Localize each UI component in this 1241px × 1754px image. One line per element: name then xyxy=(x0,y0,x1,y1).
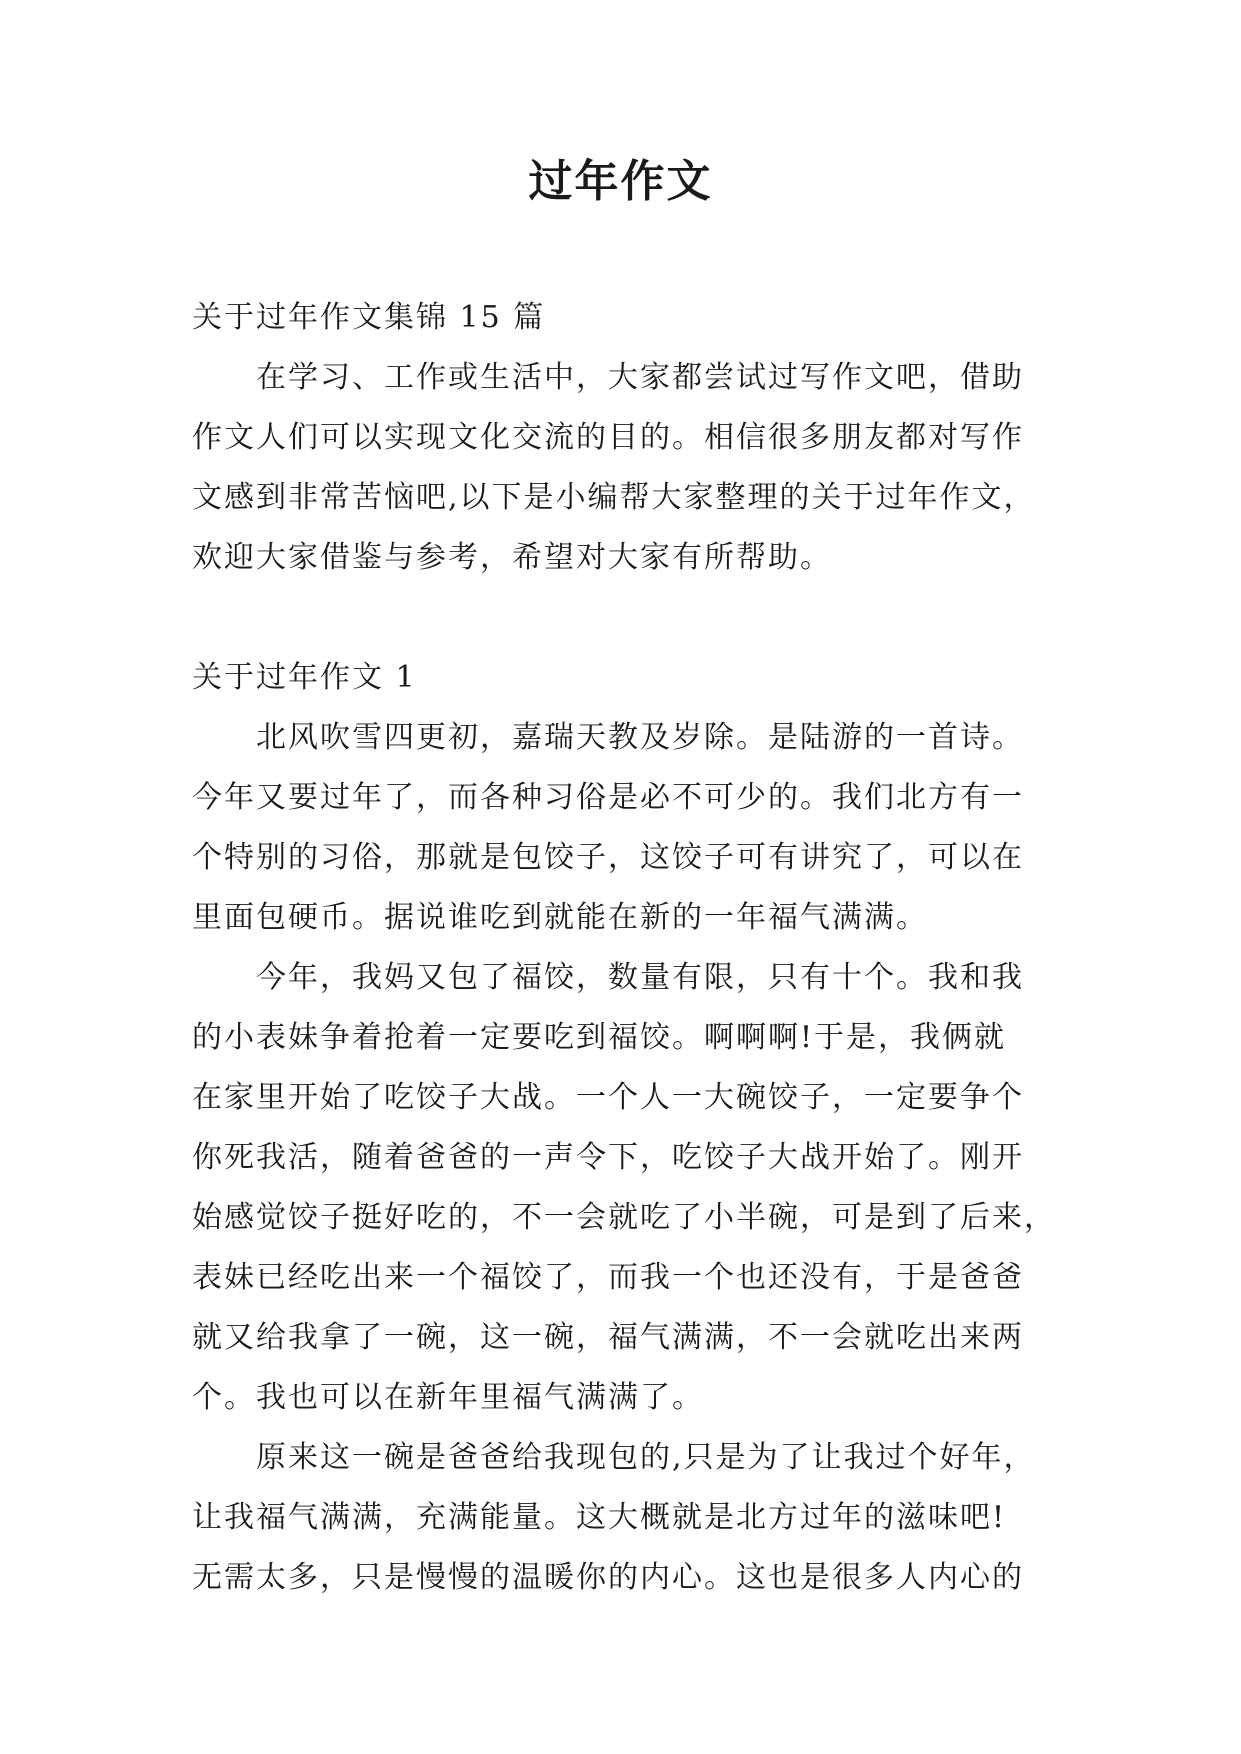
paragraph-line: 今年又要过年了，而各种习俗是必不可少的。我们北方有一 xyxy=(192,780,1024,815)
paragraph-line: 无需太多，只是慢慢的温暖你的内心。这也是很多人内心的 xyxy=(192,1560,1024,1595)
paragraph-line: 个。我也可以在新年里福气满满了。 xyxy=(192,1380,704,1415)
intro-line: 作文人们可以实现文化交流的目的。相信很多朋友都对写作 xyxy=(192,420,1024,455)
paragraph-line: 原来这一碗是爸爸给我现包的,只是为了让我过个好年， xyxy=(256,1440,1036,1475)
paragraph-line: 里面包硬币。据说谁吃到就能在新的一年福气满满。 xyxy=(192,900,928,935)
intro-line: 文感到非常苦恼吧,以下是小编帮大家整理的关于过年作文， xyxy=(192,480,1036,515)
paragraph-line: 北风吹雪四更初，嘉瑞天教及岁除。是陆游的一首诗。 xyxy=(256,720,1024,755)
paragraph-line: 表妹已经吃出来一个福饺了，而我一个也还没有，于是爸爸 xyxy=(192,1260,1024,1295)
paragraph-line: 的小表妹争着抢着一定要吃到福饺。啊啊啊!于是，我俩就 xyxy=(192,1020,1007,1055)
paragraph-line: 始感觉饺子挺好吃的，不一会就吃了小半碗，可是到了后来， xyxy=(192,1200,1056,1235)
paragraph-line: 让我福气满满，充满能量。这大概就是北方过年的滋味吧! xyxy=(192,1500,1007,1535)
intro-line: 在学习、工作或生活中，大家都尝试过写作文吧，借助 xyxy=(256,360,1024,395)
paragraph-line: 个特别的习俗，那就是包饺子，这饺子可有讲究了，可以在 xyxy=(192,840,1024,875)
section-heading: 关于过年作文 1 xyxy=(192,660,417,695)
paragraph-line: 在家里开始了吃饺子大战。一个人一大碗饺子，一定要争个 xyxy=(192,1080,1024,1115)
intro-line: 欢迎大家借鉴与参考，希望对大家有所帮助。 xyxy=(192,540,832,575)
paragraph-line: 就又给我拿了一碗，这一碗，福气满满，不一会就吃出来两 xyxy=(192,1320,1024,1355)
section-spacer xyxy=(192,588,1052,648)
paragraph-line: 今年，我妈又包了福饺，数量有限，只有十个。我和我 xyxy=(256,960,1024,995)
page-title: 过年作文 xyxy=(528,156,713,207)
document-body xyxy=(192,288,1056,1608)
paragraph-line: 你死我活，随着爸爸的一声令下，吃饺子大战开始了。刚开 xyxy=(192,1140,1024,1175)
collection-heading: 关于过年作文集锦 15 篇 xyxy=(192,300,546,335)
